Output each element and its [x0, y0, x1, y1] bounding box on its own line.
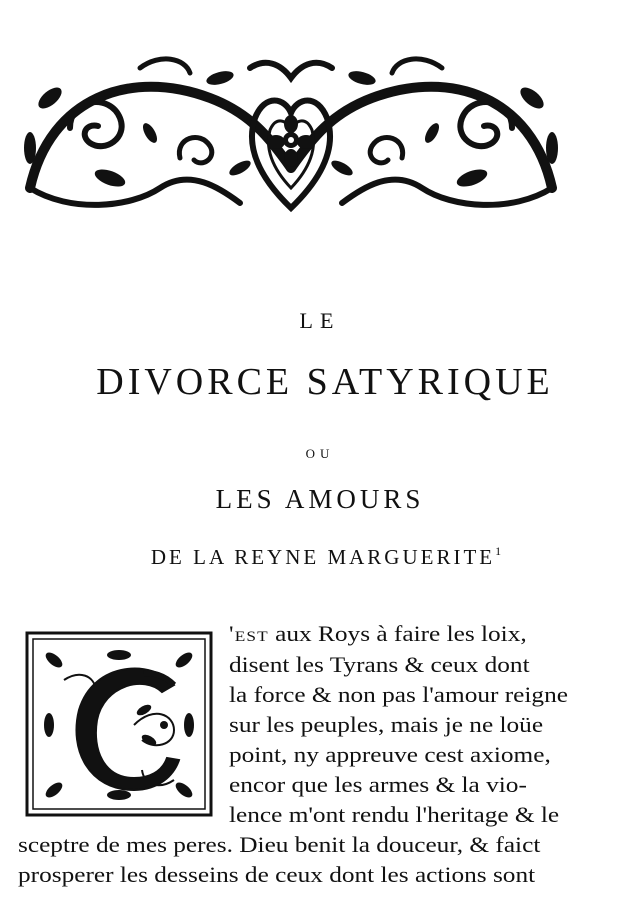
first-word-smallcaps: 'est [229, 621, 269, 646]
body-line-9: prosperer les desseins de ceux dont les actions sont [18, 862, 536, 887]
body-line-5: point, ny appreuve cest axiome, [229, 742, 551, 767]
title-le: LE [299, 308, 341, 333]
body-line-1 [229, 621, 527, 647]
body-line-4: sur les peuples, mais je ne loüe [229, 712, 544, 737]
body-line-3: la force & non pas l'amour reigne [229, 682, 568, 707]
body-line-6: encor que les armes & la vio- [229, 772, 527, 797]
subtitle-reyne [6, 544, 640, 570]
body-line-1-rest: aux Roys à faire les loix, [268, 621, 527, 646]
subtitle-reyne-text: DE LA REYNE MARGUERITE [150, 545, 496, 569]
decorated-initial-letter-c [24, 630, 214, 818]
footnote-marker: 1 [495, 544, 502, 558]
floral-headpiece-ornament [10, 38, 572, 216]
body-line-7: lence m'ont rendu l'heritage & le [229, 802, 560, 827]
body-line-2: disent les Tyrans & ceux dont [229, 652, 530, 677]
title-conjunction: OU [305, 446, 335, 461]
subtitle: LES AMOURS [215, 484, 425, 514]
main-title: DIVORCE SATYRIQUE [96, 361, 554, 403]
body-line-8: sceptre de mes peres. Dieu benit la douceur, & faict [18, 832, 541, 857]
